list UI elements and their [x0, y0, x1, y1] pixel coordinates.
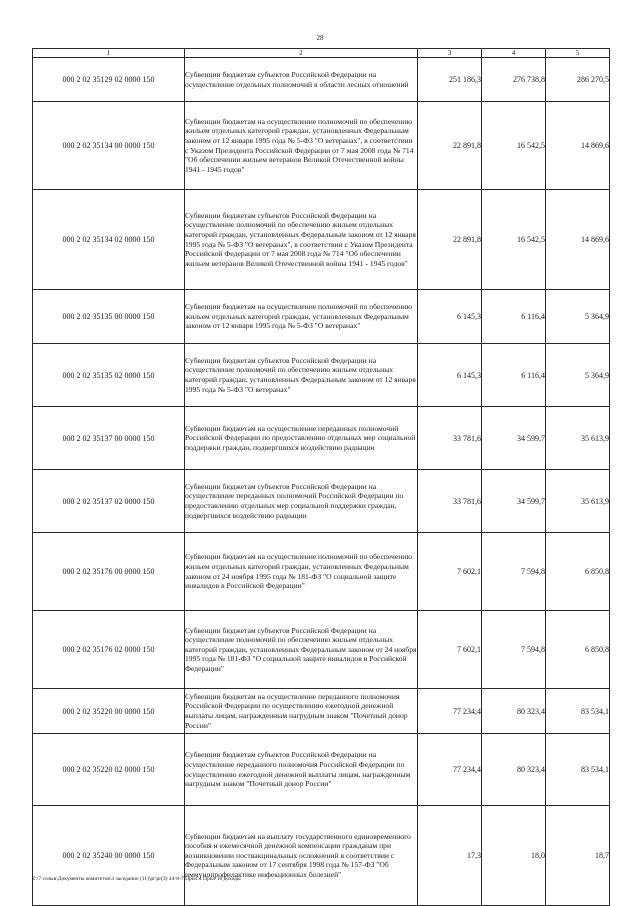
value-col5-cell: 83 534,1 — [546, 689, 610, 734]
value-col4-cell: 16 542,5 — [482, 190, 546, 290]
page-number: 28 — [316, 34, 324, 42]
budget-code-cell: 000 2 02 35129 02 0000 150 — [33, 58, 185, 102]
value-col5-cell: 286 270,5 — [546, 58, 610, 102]
description-cell: Субвенции бюджетам на осуществление полномочий по обеспечению жильем отдельных категорий граждан, установленных Федеральным законом от 12 января 1995 года № 5-ФЗ "О ветеранах", в соответствии с Указом Президента Российской Федерации от 7 мая 2008 года № 714 "Об обеспечении жильем ветеранов Великой Отечественной войны 1941 - 1945 годов" — [185, 102, 418, 190]
value-col4-cell: 80 323,4 — [482, 689, 546, 734]
budget-code-cell: 000 2 02 35240 00 0000 150 — [33, 806, 185, 906]
description-cell: Субвенции бюджетам субъектов Российской Федерации на осуществление переданного полномочия Российской Федерации по осуществлению ежегодной денежной выплаты лицам, награжденным нагрудным знаком "Почетный донор России" — [185, 734, 418, 806]
value-col3-cell: 6 145,3 — [418, 290, 482, 344]
column-header: 4 — [482, 49, 546, 58]
value-col3-cell: 77 234,4 — [418, 689, 482, 734]
table-row — [33, 806, 610, 906]
value-col3-cell: 33 781,6 — [418, 470, 482, 533]
table-row — [33, 290, 610, 344]
description-cell: Субвенции бюджетам субъектов Российской Федерации на осуществление отдельных полномочий в области лесных отношений — [185, 58, 418, 102]
table-row — [33, 58, 610, 102]
budget-code-cell: 000 2 02 35134 02 0000 150 — [33, 190, 185, 290]
budget-code-cell: 000 2 02 35135 00 0000 150 — [33, 290, 185, 344]
budget-code-cell: 000 2 02 35176 00 0000 150 — [33, 533, 185, 611]
value-col3-cell: 6 145,3 — [418, 344, 482, 407]
value-col5-cell: 83 534,1 — [546, 734, 610, 806]
table-body — [33, 58, 610, 906]
budget-code-cell: 000 2 02 35135 02 0000 150 — [33, 344, 185, 407]
value-col3-cell: 7 602,1 — [418, 533, 482, 611]
budget-code-cell: 000 2 02 35137 00 0000 150 — [33, 407, 185, 470]
description-cell: Субвенции бюджетам на осуществление полномочий по обеспечению жильем отдельных категорий граждан, установленных Федеральным законом от 24 ноября 1995 года № 181-ФЗ "О социальной защите инвалидов в Российской Федерации" — [185, 533, 418, 611]
description-cell: Субвенции бюджетам субъектов Российской Федерации на осуществление переданных полномочий Российской Федерации по предоставлению отдельных мер социальной поддержки граждан, подвергшихся воздействию радиации — [185, 470, 418, 533]
value-col3-cell: 17,3 — [418, 806, 482, 906]
table-row — [33, 102, 610, 190]
value-col4-cell: 34 599,7 — [482, 407, 546, 470]
value-col3-cell: 33 781,6 — [418, 407, 482, 470]
column-header: 3 — [418, 49, 482, 58]
table-row — [33, 190, 610, 290]
value-col4-cell: 7 594,8 — [482, 611, 546, 689]
value-col4-cell: 18,0 — [482, 806, 546, 906]
budget-table — [32, 48, 610, 906]
value-col4-cell: 6 116,4 — [482, 344, 546, 407]
value-col5-cell: 6 850,8 — [546, 533, 610, 611]
value-col5-cell: 35 613,9 — [546, 407, 610, 470]
description-cell: Субвенции бюджетам субъектов Российской Федерации на осуществление полномочий по обеспечению жильем отдельных категорий граждан, установленных Федеральным законом от 12 января 1995 года № 5-ФЗ "О ветеранах" — [185, 344, 418, 407]
value-col3-cell: 7 602,1 — [418, 611, 482, 689]
table-row — [33, 344, 610, 407]
budget-code-cell: 000 2 02 35134 00 0000 150 — [33, 102, 185, 190]
value-col5-cell: 14 869,6 — [546, 190, 610, 290]
value-col4-cell: 7 594,8 — [482, 533, 546, 611]
description-cell: Субвенции бюджетам на выплату государственного единовременного пособия и ежемесячной денежной компенсации гражданам при возникновении поствакцинальных осложнений в соответствии с Федеральным законом от 17 сентября 1998 года № 157-ФЗ "Об иммунопрофилактике инфекционных болезней" — [185, 806, 418, 906]
value-col5-cell: 14 869,6 — [546, 102, 610, 190]
value-col5-cell: 35 613,9 — [546, 470, 610, 533]
budget-code-cell: 000 2 02 35137 02 0000 150 — [33, 470, 185, 533]
value-col5-cell: 18,7 — [546, 806, 610, 906]
description-cell: Субвенции бюджетам на осуществление переданного полномочия Российской Федерации по осуществлению ежегодной денежной выплаты лицам, награжденным нагрудным знаком "Почетный донор России" — [185, 689, 418, 734]
value-col4-cell: 16 542,5 — [482, 102, 546, 190]
value-col4-cell: 6 116,4 — [482, 290, 546, 344]
value-col4-cell: 80 323,4 — [482, 734, 546, 806]
value-col4-cell: 34 599,7 — [482, 470, 546, 533]
column-header: 2 — [185, 49, 418, 58]
value-col5-cell: 6 850,8 — [546, 611, 610, 689]
table-row — [33, 611, 610, 689]
description-cell: Субвенции бюджетам субъектов Российской Федерации на осуществление полномочий по обеспечению жильем отдельных категорий граждан, установленных Федеральным законом от 24 ноября 1995 года № 181-ФЗ "О социальной защите инвалидов в Российской Федерации" — [185, 611, 418, 689]
value-col5-cell: 5 364,9 — [546, 290, 610, 344]
value-col3-cell: 22 891,8 — [418, 190, 482, 290]
description-cell: Субвенции бюджетам на осуществление переданных полномочий Российской Федерации по предоставлению отдельных мер социальной поддержки граждан, подвергшихся воздействию радиации — [185, 407, 418, 470]
value-col3-cell: 77 234,4 — [418, 734, 482, 806]
table-row — [33, 533, 610, 611]
budget-code-cell: 000 2 02 35176 02 0000 150 — [33, 611, 185, 689]
header-row — [33, 49, 610, 58]
table-row — [33, 689, 610, 734]
budget-code-cell: 000 2 02 35220 02 0000 150 — [33, 734, 185, 806]
value-col3-cell: 22 891,8 — [418, 102, 482, 190]
value-col4-cell: 276 738,8 — [482, 58, 546, 102]
table-row — [33, 734, 610, 806]
description-cell: Субвенции бюджетам на осуществление полномочий по обеспечению жильем отдельных категорий граждан, установленных Федеральным законом от 12 января 1995 года № 5-ФЗ "О ветеранах" — [185, 290, 418, 344]
description-cell: Субвенции бюджетам субъектов Российской Федерации на осуществление полномочий по обеспечению жильем отдельных категорий граждан, установленных Федеральным законом от 12 января 1995 года № 5-ФЗ "О ветеранах", в соответствии с Указом Президента Российской Федерации от 7 мая 2008 года № 714 "Об обеспечении жильем ветеранов Великой Отечественной войны 1941 - 1945 годов" — [185, 190, 418, 290]
budget-code-cell: 000 2 02 35220 00 0000 150 — [33, 689, 185, 734]
column-header: 5 — [546, 49, 610, 58]
value-col5-cell: 5 364,9 — [546, 344, 610, 407]
table-row — [33, 470, 610, 533]
value-col3-cell: 251 186,3 — [418, 58, 482, 102]
table-row — [33, 407, 610, 470]
column-header: 1 — [33, 49, 185, 58]
file-path-footer: Z:\7 созыв\Документы комитетов\3 заседание (11)\pr\pr(3) 44-8-7\Прил 4 Прил 10 доходы — [32, 876, 241, 882]
